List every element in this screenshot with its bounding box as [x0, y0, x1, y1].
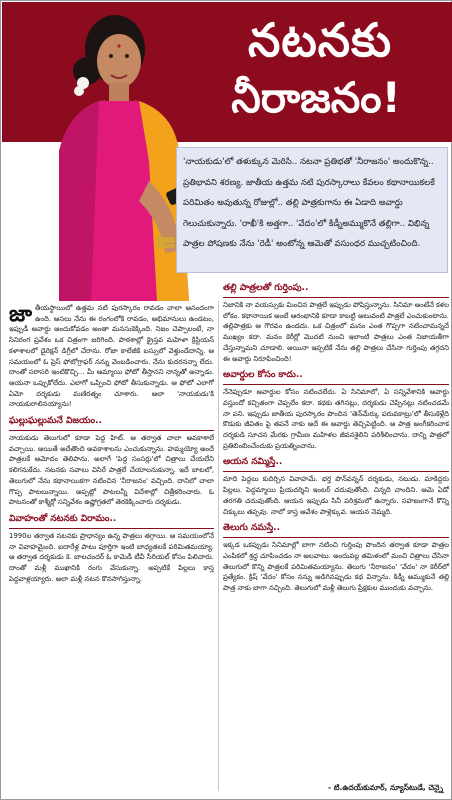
section-text-telugu: ఇక్కడ ఒకప్పుడు సినిమాల్లో బాగా నటించి గుర్తింపు పొందిన తర్వాత కూడా పాత్రల ఎంపికలో శ్రద్ధ చూపించడం నా అలవాటు. అందువల్ల తమిళంలో మంచి చిత్రాలు చేసినా తెలుగులో కొన్ని పాత్రలకే పరిమితమయ్యాను. తెలుగు 'నీరాజనం' 'వేదం' నా కెరీర్‌లో ప్రత్యేకం. క్రిష్ 'వేదం' కోసం నన్ను అడిగినప్పుడు కథ విన్నాను. కిడ్నీ అమ్ముకునే తల్లి పాత్ర నాకు బాగా నచ్చింది. తెలుగులో మళ్లీ తెలుగు ప్రేక్షకుల ముందుకు వచ్చాను. [223, 541, 449, 593]
section-head-mother-roles: తల్లి పాత్రలతో గుర్తింపు.. [223, 279, 449, 298]
section-head-husband: ఆయన నమ్మిస్తే.. [223, 453, 449, 472]
section-text-awards: నేనెప్పుడూ అవార్డుల కోసం నటించలేదు. ఏ సినిమాలో, ఏ సన్నివేశానికి అవార్డు వస్తుందో కచ్చితంగా చెప్పలేం కదా. కథకు తగినట్లు, దర్శకుడు చెప్పినట్లు నటించడమే నా పని. ఇప్పుడు జాతీయ పురస్కారం పొందిన 'తెన్‌మేర్కు పరువకాట్రు'లో తీసుకెళ్లేది కొడుకు జీవితం పై తపనే నాకు అదే ఈ అవార్డు తెచ్చిపెట్టింది. ఆ పాత్ర అంగీకరించాక దర్శకుడి సూచన మేరకు గ్రామీణ మహిళల జీవనశైలిని పరిశీలించాను. దాన్ని పాత్రలో ప్రతిబింబించేందుకు ప్రయత్నించాను. [223, 388, 449, 450]
dropcap: జా [9, 301, 33, 327]
intro-paragraph-text: తీయస్థాయిలో ఉత్తమ నటి పురస్కారం రావడం చాలా ఆనందంగా ఉంది. అసలు నేను ఈ రంగంలోకి రావడం, అభిమానులు ఉండటం, ఇప్పుడీ అవార్డు అందుకోవడం అంతా మనసుకెక్కింది. నిజం చెప్పాలంటే, నా సినిరంగ ప్రవేశం ఒక చిత్రంగా జరిగింది. పాఠశాల్లో క్రైస్తవ మహిళా క్రిస్టియన్ కళాశాలలో డైరెక్షన్ డిగ్రీలో చేరాను. రోజా కాలేజీకి బస్సులో వెళ్తుండేదాన్ని. ఆ సమయంలో ఓ ప్రెస్ ఫోటోగ్రాఫర్ నన్ను వెంబడించారు. నేను కుదరనన్నా లేదు. దాంతో సరాసరి ఇంటికొచ్చి... మీ అమ్మాయి ఫోటో తీస్తానని నాన్నతో అన్నాడు. ఆయనా ఒప్పుకోలేదు. ఎలాగో ఒప్పించి ఫోటో తీసుకున్నాడు. ఆ ఫోటో ఎలాగో ఏమో దర్శకుడు మణిరత్నం చూశారు. అలా 'నాయకుడు'కి నాయకురాలినయ్యాను! [9, 304, 214, 409]
section-head-marriage: వివాహంతో నటనకు విరామం.. [9, 510, 214, 529]
headline-line2: నీరాజనం! [231, 73, 401, 122]
section-head-victory: ఘల్లుఘల్లుమనే విజయం.. [9, 412, 214, 431]
section-text-marriage: 1990ల తర్వాత నటనకు ప్రాధాన్యం ఉన్న పాత్రలు తగ్గాయి. ఆ సమయంలోనే నా వివాహమైంది. ఐదారేళ్ల పాటు పూర్తిగా ఇంటి బాధ్యతలకే పరిమితమయ్యా. ఆ తర్వాత దర్శకుడు కె. బాలచందర్ ఓ కామెడీ టీవీ సీరియల్ కోసం పిలిచారు. దాంతో మళ్లీ ముఖానికి రంగు వేసుకున్నా. అప్పటికే పిల్లలు కాస్త పెద్దవాళ్లయ్యారు. అలా మళ్లీ నటన కొనసాగిస్తున్నా. [9, 531, 214, 583]
right-column [223, 279, 449, 596]
section-text-husband: మాది పెద్దలు కుదిర్చిన వివాహమే. భర్త పొన్‌వన్నన్ దర్శకుడు, నటుడు. మాకిద్దరు పిల్లలు. పెద్దమ్మాయి ప్రియదర్శిని ఇంటర్ చదువుతోంది. చిన్నది చాందిని. ఆమె ఏడో తరగతి చదువుతోంది. ఆయన ఇప్పుడు సినీ పరిశ్రమలో ఉన్నారు. సహజంగానే కొన్ని చిక్కులు తప్పవు. నాలో కాస్త ఆవేశం పాళ్లెక్కువ. ఆయన నెమ్మది. [223, 475, 449, 516]
byline: - టి.ఉదయ్‌కుమార్, న్యూస్‌టుడే, చెన్నై [327, 783, 443, 792]
section-head-telugu: తెలుగు నమస్తే.. [223, 519, 449, 538]
intro-text: 'నాయకుడు'లో తళుక్కున మెరిసి.. నటనా ప్రతిభతో 'నీరాజనం' అందుకొన్న.. ప్రతిభావని శరణ్య. జాతీయ ఉత్తమ నటి పురస్కారాలు కేవలం కథానాయికలకే పరిమితం అవుతున్న రోజుల్లో.. తల్లి పాత్రకుగాను ఈ ఏడాది అవార్డు గెలుచుకున్నారు. 'రాఖీ'కి అత్తగా.. 'వేదం'లో కిడ్నీఅమ్ముకొనే తల్లిగా.. విభిన్న పాత్రల పోషణకు నేను 'రెడీ' అంటోన్న ఆమెతో వసుంధర ముచ్చటించింది. [183, 157, 435, 249]
headline-line1: నటనకు [247, 13, 393, 67]
portrait-photo [29, 1, 199, 301]
section-head-awards: అవార్డుల కోసం కాదు.. [223, 366, 449, 385]
column-divider [218, 301, 219, 791]
intro-paragraph [9, 303, 214, 410]
section-text-mother-roles: నిజానికి నా వయస్సుకు మించిన పాత్రలే ఇప్పుడు పోషిస్తున్నాను. సినిమా అంటేనే కళల లోకం. కథానాయిక అంటే ఆరంభానికి కూడా కాబట్టి అటువంటి పాత్రలే ఎంచుకుంటాను. తల్లిపాత్రకు ఆ గౌరవం ఉండదు. ఒక చిత్రంలో మనం ఎంత గొప్పగా నటించామన్నదే ముఖ్యం కదా. మనం కెరీర్లో మొదటి నుంచి ఇలాంటి పాత్రలు ఎంత నిజాయతీగా చేస్తున్నామని చూడాలి. అయినా ఇప్పటికే నేను తల్లి పాత్రలు చేసినా గుర్తింపు తగ్గదని ఈ అవార్డు నిరూపించింది! [223, 301, 449, 363]
left-column [9, 303, 214, 586]
intro-box [176, 147, 448, 273]
section-text-victory: నాయకుడు తెలుగులో కూడా పెద్ద హిట్. ఆ తర్వాత చాలా అవకాశాలే వచ్చాయి. అయితే అదేతొంది అవకాశాలను ఎంచుకున్నాను. హమ్మయ్యో అందే పాత్రలకే ఆమోదం తెలిపాను. అలాగే 'పెద్ద సంసర్లు'లో చిత్రాలు చేయలేని కలిగనుకేదు. నటనకు సవాలు విసిరే పాత్రలే చేయాలనుకున్నా. ఇదే బాటలో, తెలుగులో నేను కథానాయికగా నటించిన 'నీరాజనం' వచ్చింది. దానిలో చాలా గొప్ప పాటలున్నాయి. అప్పట్లో పాటలన్నీ విదేశాల్లో చిత్రీకరించారు. ఓ పాటనంతో కాశ్మీర్లో సన్నివేశం ఉష్ణోగ్రతలో తెరకెక్కించారు దర్శకుడు. [9, 434, 214, 507]
